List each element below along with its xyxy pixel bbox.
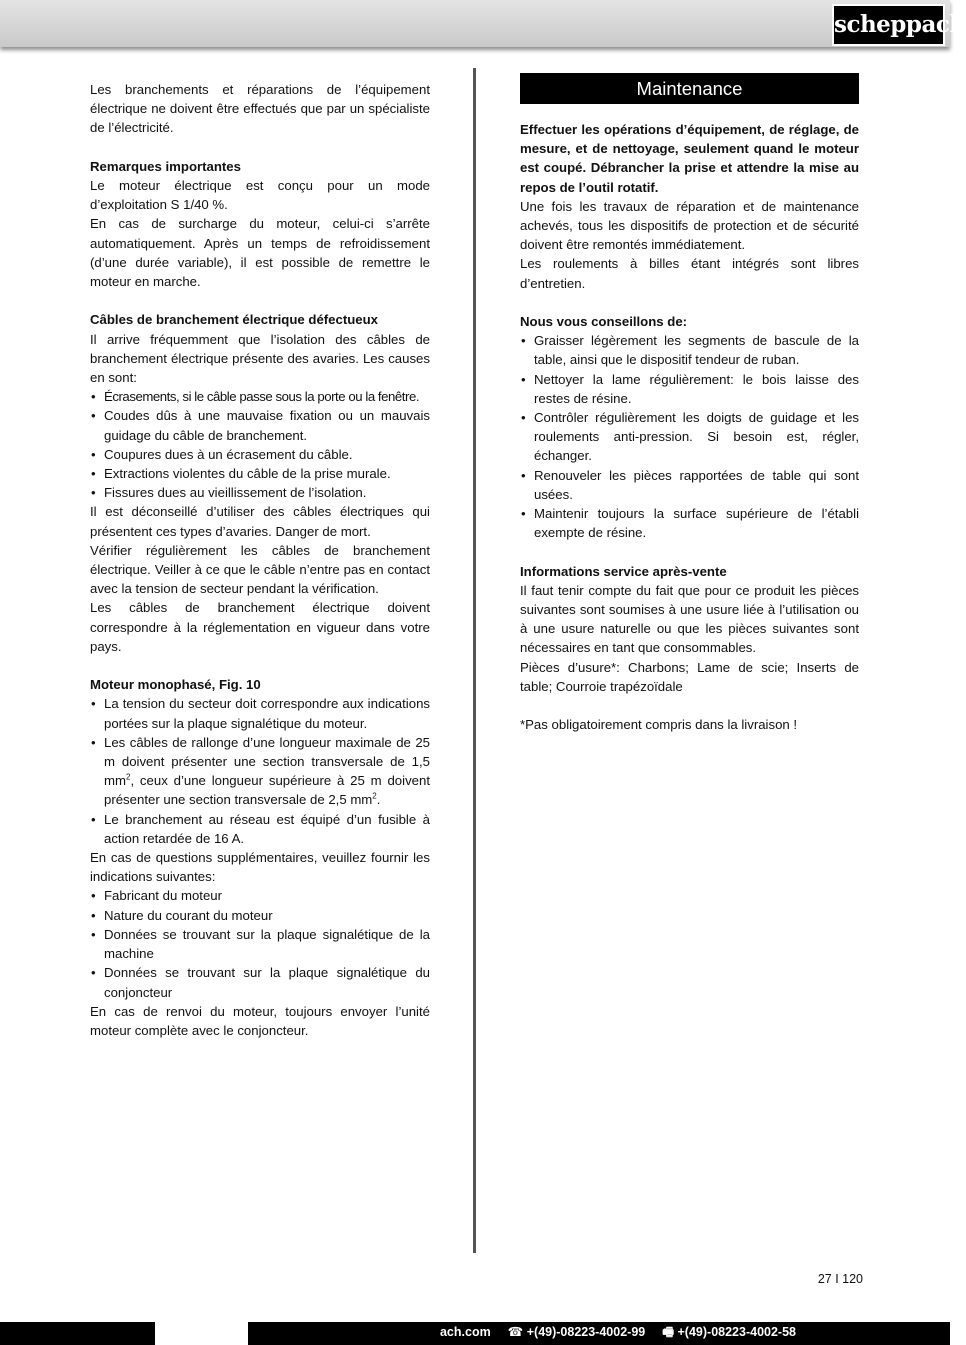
phone-number: +(49)-08223-4002-99 xyxy=(526,1325,646,1339)
list-item: • Extractions violentes du câble de la prise murale. xyxy=(90,464,430,483)
causes-list xyxy=(90,387,430,502)
paragraph: Il arrive fréquemment que l’isolation des câbles de branchement électrique présente des avaries. Les causes en sont: xyxy=(90,331,430,386)
required-info-list xyxy=(90,886,430,1001)
phone-icon: ☎ xyxy=(507,1325,524,1339)
list-item: • Nettoyer la lame régulièrement: le bois laisse des restes de résine. xyxy=(520,370,859,408)
section-heading-defective-cables: Câbles de branchement électrique défectueux xyxy=(90,312,379,328)
list-item: • Maintenir toujours la surface supérieure de l’établi exempte de résine. xyxy=(520,504,859,542)
paragraph: Il est déconseillé d’utiliser des câbles électriques qui présentent ces types d’avaries. Danger de mort. xyxy=(90,504,430,539)
list-item: • Graisser légèrement les segments de bascule de la table, ainsi que le dispositif tendeur de ruban. xyxy=(520,331,859,369)
paragraph: Les roulements à billes étant intégrés sont libres d’entretien. xyxy=(520,256,859,291)
section-heading-single-phase-motor: Moteur monophasé, Fig. 10 xyxy=(90,677,261,693)
website-link[interactable]: ach.com xyxy=(439,1325,491,1339)
list-item: • Écrasements, si le câble passe sous la porte ou la fenêtre. xyxy=(90,387,430,406)
column-divider xyxy=(473,68,476,1253)
list-item: • Nature du courant du moteur xyxy=(90,906,430,925)
list-item: • Coudes dûs à une mauvaise fixation ou un mauvais guidage du câble de branchement. xyxy=(90,406,430,444)
section-heading-important-notes: Remarques importantes xyxy=(90,158,241,174)
paragraph: Vérifier régulièrement les câbles de branchement électrique. Veiller à ce que le câble n’entre pas en contact avec la tension de secteur pendant la vérification. xyxy=(90,542,430,597)
advice-list xyxy=(520,331,859,542)
paragraph: Une fois les travaux de réparation et de maintenance achevés, tous les dispositifs de protection et de sécurité doivent être remontés immédiatement. xyxy=(520,198,859,253)
footer-gap xyxy=(155,1322,248,1345)
list-item: • Fabricant du moteur xyxy=(90,886,430,905)
paragraph: Il faut tenir compte du fait que pour ce produit les pièces suivantes sont soumises à une usure liée à l’utilisation ou à une usure naturelle ou que les pièces suivantes sont nécessaires en tant que consommables. xyxy=(520,582,859,656)
brand-logo: scheppach xyxy=(832,4,945,46)
list-item: • La tension du secteur doit correspondre aux indications portées sur la plaque signalétique du moteur. xyxy=(90,694,430,732)
footnote: *Pas obligatoirement compris dans la livraison ! xyxy=(520,717,798,733)
list-item: • Coupures dues à un écrasement du câble. xyxy=(90,445,430,464)
list-item: • Les câbles de rallonge d’une longueur maximale de 25 m doivent présenter une section transversale de 1,5 $mm^2$, ceux d’une longueur supérieure à 25 m doivent présenter une section transversale de 2,5 $mm^2$. xyxy=(90,733,430,810)
section-heading-advice: Nous vous conseillons de: xyxy=(520,314,688,330)
list-item: • Données se trouvant sur la plaque signalétique de la machine xyxy=(90,925,430,963)
motor-requirements-list xyxy=(90,694,430,848)
paragraph: En cas de surcharge du moteur, celui-ci s’arrête automatiquement. Après un temps de refroidissement (d’une durée variable), il est possible de remettre le moteur en marche. xyxy=(90,216,430,290)
paragraph: Pièces d’usure*: Charbons; Lame de scie; Inserts de table; Courroie trapézoïdale xyxy=(520,659,859,694)
intro-paragraph: Les branchements et réparations de l’équipement électrique ne doivent être effectués que par un spécialiste de l’électricité. xyxy=(90,82,430,136)
header-band xyxy=(0,0,966,47)
list-item: • Contrôler régulièrement les doigts de guidage et les roulements anti-pression. Si besoin est, régler, échanger. xyxy=(520,408,859,466)
paragraph: En cas de renvoi du moteur, toujours envoyer l’unité moteur complète avec le conjoncteur. xyxy=(90,1003,430,1038)
paragraph: En cas de questions supplémentaires, veuillez fournir les indications suivantes: xyxy=(90,850,430,885)
fax-number: +(49)-08223-4002-58 xyxy=(677,1325,796,1339)
paragraph: Le moteur électrique est conçu pour un mode d’exploitation S 1/40 %. xyxy=(90,178,430,213)
list-item: • Renouveler les pièces rapportées de table qui sont usées. xyxy=(520,466,859,504)
list-item: • Fissures dues au vieillissement de l’isolation. xyxy=(90,483,430,502)
safety-warning: Effectuer les opérations d’équipement, de réglage, de mesure, et de nettoyage, seulement quand le moteur est coupé. Débrancher la prise et attendre la mise au repos de l’outil rotatif. xyxy=(520,122,859,195)
left-column xyxy=(90,80,430,1040)
page-number: 27 I 120 xyxy=(817,1272,863,1286)
maintenance-title: Maintenance xyxy=(520,73,859,104)
list-item: • Le branchement au réseau est équipé d’un fusible à action retardée de 16 A. xyxy=(90,810,430,848)
paragraph: Les câbles de branchement électrique doivent correspondre à la réglementation en vigueur dans votre pays. xyxy=(90,600,430,654)
footer-contact xyxy=(440,1322,796,1343)
right-column xyxy=(520,80,859,734)
section-heading-service-info: Informations service après-vente xyxy=(520,563,727,579)
list-item: • Données se trouvant sur la plaque signalétique du conjoncteur xyxy=(90,963,430,1001)
fax-icon: 🖷 xyxy=(662,1325,675,1339)
